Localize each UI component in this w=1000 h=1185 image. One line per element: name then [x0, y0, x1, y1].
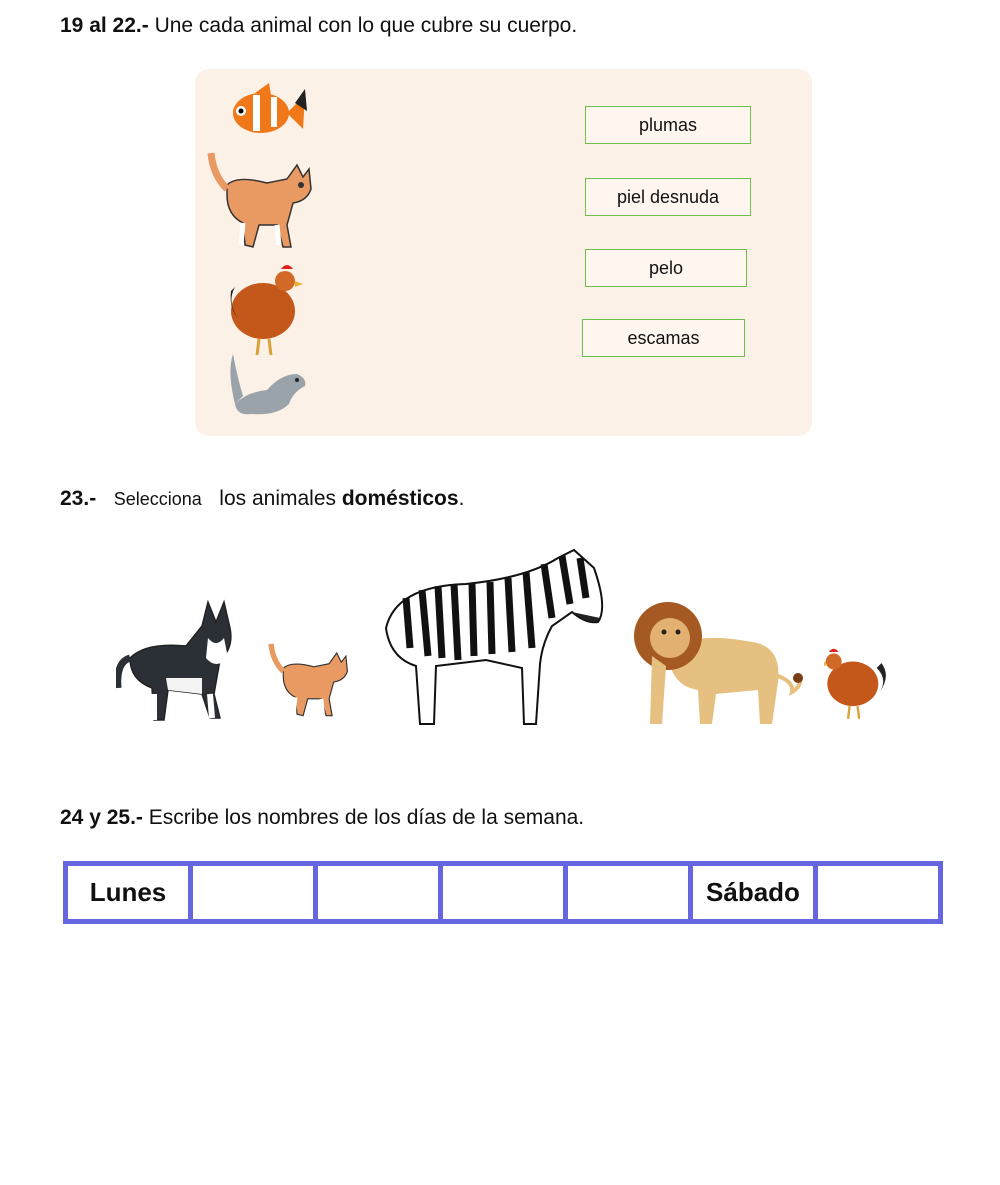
- day-cell-4[interactable]: [443, 866, 568, 919]
- question-23: [60, 487, 464, 511]
- day-cell-1: Lunes: [68, 866, 193, 919]
- day-cell-5[interactable]: [568, 866, 693, 919]
- dog-icon[interactable]: [116, 598, 236, 726]
- question-number: 23.-: [60, 487, 97, 510]
- question-number: 19 al 22.-: [60, 14, 149, 37]
- day-cell-6: Sábado: [693, 866, 818, 919]
- days-grid: [63, 861, 943, 924]
- question-number: 24 y 25.-: [60, 806, 143, 829]
- cat-icon[interactable]: [207, 145, 317, 253]
- zebra-icon[interactable]: [376, 548, 610, 730]
- day-cell-3[interactable]: [318, 866, 443, 919]
- word-piel-desnuda[interactable]: piel desnuda: [585, 178, 751, 216]
- question-19-22: [60, 14, 577, 38]
- question-text: los animales: [219, 487, 337, 510]
- question-text: Escribe los nombres de los días de la semana.: [148, 806, 585, 829]
- question-24-25: [60, 806, 584, 830]
- hen-icon[interactable]: [227, 261, 307, 359]
- lion-icon[interactable]: [632, 586, 804, 732]
- day-cell-7[interactable]: [818, 866, 938, 919]
- day-cell-2[interactable]: [193, 866, 318, 919]
- fish-icon[interactable]: [225, 81, 307, 143]
- word-plumas[interactable]: plumas: [585, 106, 751, 144]
- word-escamas[interactable]: escamas: [582, 319, 745, 357]
- seal-icon[interactable]: [227, 352, 309, 420]
- hen-icon[interactable]: [824, 644, 888, 722]
- matching-panel: [195, 69, 812, 436]
- question-emphasis: domésticos: [341, 487, 459, 510]
- question-end: .: [458, 487, 465, 510]
- word-pelo[interactable]: pelo: [585, 249, 747, 287]
- question-text: Une cada animal con lo que cubre su cuerpo.: [154, 14, 578, 37]
- cat-icon[interactable]: [268, 636, 352, 722]
- question-verb: Selecciona: [113, 489, 202, 509]
